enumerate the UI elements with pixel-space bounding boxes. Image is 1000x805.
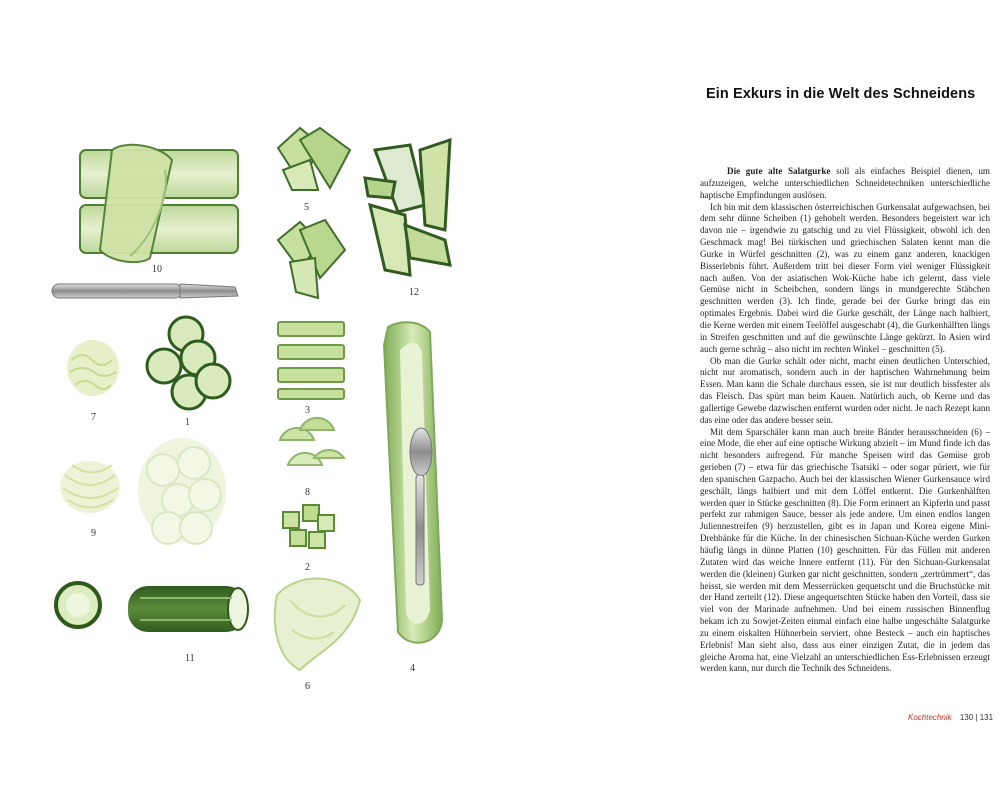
paragraph-3: Ob man die Gurke schält oder nicht, macht einen deutlichen Unterschied, nicht nur aromatisch, sondern auch in der haptischen Wahrnehmung beim Essen. Man kann die Schale durchaus essen, sie ist nur deutlich bissfester als das Fleisch. Das spürt man beim Kauen. Natürlich auch, ob Kerne und das gallertige Gewebe dazwischen entfernt wurden oder nicht. Je nach Rezept kann das eine oder das andere besser sein.	[700, 355, 990, 425]
paragraph-lead: Die gute alte Salatgurke	[727, 166, 831, 176]
label-3: 3	[305, 405, 310, 416]
cut-ribbons-pale	[138, 438, 226, 544]
cut-10-long-slices	[80, 145, 238, 262]
label-9: 9	[91, 528, 96, 539]
page-footer	[908, 713, 993, 722]
cut-5-diagonal	[278, 128, 350, 190]
label-4: 4	[410, 663, 415, 674]
body-text	[700, 166, 990, 675]
label-10: 10	[152, 264, 162, 275]
label-5: 5	[304, 202, 309, 213]
right-page-text	[500, 0, 1000, 800]
paragraph-1	[700, 166, 990, 202]
label-7: 7	[91, 412, 96, 423]
cut-1-round-slices	[147, 317, 230, 409]
cucumber-cuts-photo	[0, 0, 500, 800]
cut-5-sticks	[278, 220, 345, 298]
cut-4-halved-cucumber	[384, 322, 442, 643]
cut-6-ribbons	[275, 579, 360, 670]
label-2: 2	[305, 562, 310, 573]
label-12: 12	[409, 287, 419, 298]
footer-page-numbers: 130 | 131	[959, 713, 994, 722]
cut-single-slice	[56, 583, 100, 627]
page-title: Ein Exkurs in die Welt des Schneidens	[706, 86, 976, 102]
label-1: 1	[185, 417, 190, 428]
cut-11-hollowed	[128, 586, 248, 632]
cut-8-half-moons	[280, 418, 344, 465]
paragraph-text: soll als einfaches Beispiel dienen, um aufzuzeigen, welche unterschiedlichen Schneidetechniken unterschiedliche haptische Empfindungen auslösen.	[700, 166, 990, 200]
paragraph-2: Ich bin mit dem klassischen österreichischen Gurkensalat aufgewachsen, bei dem sehr dünne Scheiben (1) gehobelt werden. Besonders begeistert war ich davon nie – irgendwie zu gatschig und zu viel Flüssigkeit, obwohl ich den Geschmack mag! Bei türkischen und griechischen Salaten kennt man die Gurke in Würfel geschnitten (2), was zu einem ganz anderen, knackigen Bisserlebnis führt. Außerdem tritt bei dieser Form viel weniger Flüssigkeit nach außen. Von der asiatischen Wok-Küche habe ich gelernt, dass viele Gemüse nicht in Scheibchen, sondern längs in mundgerechte Stäbchen geschnitten werden (3). Ich finde, gerade bei der Gurke bringt das ein optimales Ergebnis. Dabei wird die Gurke geschält, der Länge nach halbiert, die Kerne werden mit einem Teelöffel ausgeschabt (4), die Gurkenhälften längs in Streifen geschnitten und auf die gewünschte Länge gekürzt. In Asien wird auch gerne schräg – also nicht im rechten Winkel – geschnitten (5).	[700, 201, 990, 354]
paragraph-4: Mit dem Sparschäler kann man auch breite Bänder herausschneiden (6) – eine Mode, die eher auf eine optische Wirkung abzielt – im Mund finde ich das nicht besonders aufregend. Für manche Speisen wird das Gemüse grob gerieben (7) – etwa für das griechische Tsatsiki – oder sogar püriert, wie für den spanischen Gazpacho. Auch bei der klassischen Wiener Gurkensauce wird geschält, längs halbiert und mit dem Löffel entkernt. Die Gurkenhälften werden quer in Stücke geschnitten (8). Die Form erinnert an Kipferln und passt perfekt zur rahmigen Sauce, besser als jede andere. Um einen endlos langen Juliennestreifen (9) herzustellen, gibt es in Japan und Korea eigene Mini-Drehbänke für die Küche. In der chinesischen Sichuan-Küche werden Gurken häufig längs in dünne Platten (10) geschnitten. Für das Füllen mit anderen Zutaten wird das weiche Innere entfernt (11). Für den Sichuan-Gurkensalat werden die (kleinen) Gurken gar nicht geschnitten, sondern „zertrümmert“, das heisst, sie werden mit dem Messerrücken gequetscht und die Bruchstücke mit der Hand zerteilt (12). Diese angequetschten Stücke haben den Vorteil, dass sie viel von der Marinade aufnehmen. Und bei einem russischen Binnenflug bekam ich zu Sowjet-Zeiten einmal einfach eine halbe ungeschälte Salatgurke zu einem eiskalten Hühnerbein serviert, ohne Besteck – auch ein haptisches Erlebnis! Man sieht also, dass aus einer einzigen Zutat, die in jedem das gleiche Aroma hat, eine Vielzahl an unterschiedlichen Ess-Erlebnissen erzeugt werden kann, nur durch die Technik des Schneidens.	[700, 426, 990, 674]
label-8: 8	[305, 487, 310, 498]
cut-3-sticks	[278, 322, 344, 399]
cut-7-grated	[67, 340, 119, 396]
cut-12-smashed	[365, 140, 450, 275]
label-11: 11	[185, 653, 195, 664]
left-page-photo	[0, 0, 500, 800]
label-6: 6	[305, 681, 310, 692]
cut-9-julienne	[60, 461, 120, 513]
cut-2-cubes	[283, 505, 334, 548]
footer-section-name: Kochtechnik	[908, 713, 952, 722]
peeler-tool	[52, 284, 238, 298]
